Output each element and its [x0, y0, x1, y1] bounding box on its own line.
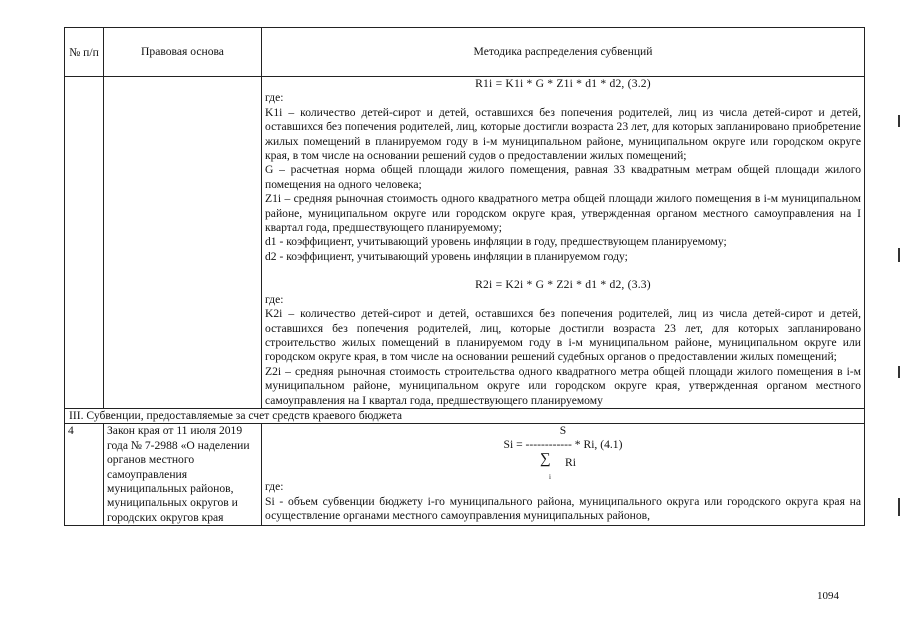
- header-legal-basis: Правовая основа: [104, 28, 262, 77]
- definition-k1i: K1i – количество детей-сирот и детей, оставшихся без попечения родителей, лиц из числа детей-сирот и детей, оставшихся без попечения родителей, лиц, которые достигли возраста 23 лет, для которых запланировано приобретение жилых помещений в планируемом году в i-м муниципальном районе, муниципальном округе или городском округе края, в том числе на основании решений судов о предоставлении жилых помещений;: [265, 105, 861, 163]
- row4-num: 4: [65, 424, 104, 526]
- spacer: [265, 264, 861, 278]
- where-label: где:: [265, 292, 284, 306]
- definition-z1i: Z1i – средняя рыночная стоимость одного квадратного метра общей площади жилого помещения в i-м муниципальном районе, муниципальном округе или городском округе края, утвержденная органом местного самоуправления на I квартал года, предшествующего планируемому;: [265, 192, 861, 235]
- section-title: III. Субвенции, предоставляемые за счет средств краевого бюджета: [65, 408, 865, 423]
- formula-3-3: R2i = K2i * G * Z2i * d1 * d2, (3.3): [475, 278, 651, 292]
- definition-k2i: K2i – количество детей-сирот и детей, оставшихся без попечения родителей, лиц из числа детей-сирот и детей, оставшихся без попечения родителей, лиц, которые достигли возраста 23 лет, для которых запланировано строительство жилых помещений в планируемом году в i-м муниципальном районе, муниципальном округе или городском округе края, в том числе на основании решений судебных органов о предоставлении жилых помещений;: [265, 307, 861, 364]
- table-header-row: [65, 28, 865, 77]
- definition-d2: d2 - коэффициент, учитывающий уровень инфляции в планируемом году;: [265, 249, 628, 263]
- header-methodology: Методика распределения субвенций: [262, 28, 865, 77]
- cell-methodology-r1-r2: [262, 77, 865, 409]
- scan-edge-mark: [898, 366, 900, 378]
- section-row: [65, 408, 865, 423]
- page-number: 1094: [817, 590, 839, 602]
- definition-si: Si - объем субвенции бюджету i-го муниципального района, муниципального округа или городского округа края на осуществление органами местного самоуправления муниципальных районов,: [265, 494, 861, 523]
- definition-d1: d1 - коэффициент, учитывающий уровень инфляции в году, предшествующем планируемому;: [265, 235, 727, 249]
- cell-methodology-si: [262, 424, 865, 526]
- where-label: где:: [265, 480, 284, 494]
- sigma-symbol: ∑: [540, 451, 551, 468]
- row4-legal-basis: Закон края от 11 июля 2019 года № 7-2988 «О наделении органов местного самоуправления муниципальных районов, муниципальных округов и городских округов края: [104, 424, 262, 526]
- cell-num-empty: [65, 77, 104, 409]
- definition-z2i: Z2i – средняя рыночная стоимость строительства одного квадратного метра общей площади жилого помещения в i-м муниципальном районе, муниципальном округе или городском округе края, утвержденная органом местного самоуправления на I квартал года, предшествующего планируемому: [265, 364, 861, 407]
- formula-numerator: S: [559, 424, 567, 438]
- formula-denominator: Ri: [565, 456, 576, 470]
- scan-edge-mark: [898, 248, 900, 262]
- table-row-4: [65, 424, 865, 526]
- sum-index: i: [549, 473, 551, 482]
- scan-edge-mark: [898, 115, 900, 127]
- header-num: № п/п: [65, 28, 104, 77]
- cell-legal-basis-empty: [104, 77, 262, 409]
- formula-4-1: [265, 424, 861, 480]
- definition-g: G – расчетная норма общей площади жилого помещения, равная 33 квадратным метрам общей площади жилого помещения на одного человека;: [265, 163, 861, 191]
- methodology-table: [64, 27, 865, 526]
- scan-edge-mark: [898, 498, 900, 516]
- formula-3-2: R1i = K1i * G * Z1i * d1 * d2, (3.2): [475, 77, 651, 90]
- where-label: где:: [265, 91, 284, 105]
- formula-main: Si = ------------ * Ri, (4.1): [503, 438, 623, 452]
- table-row-continuation: [65, 77, 865, 409]
